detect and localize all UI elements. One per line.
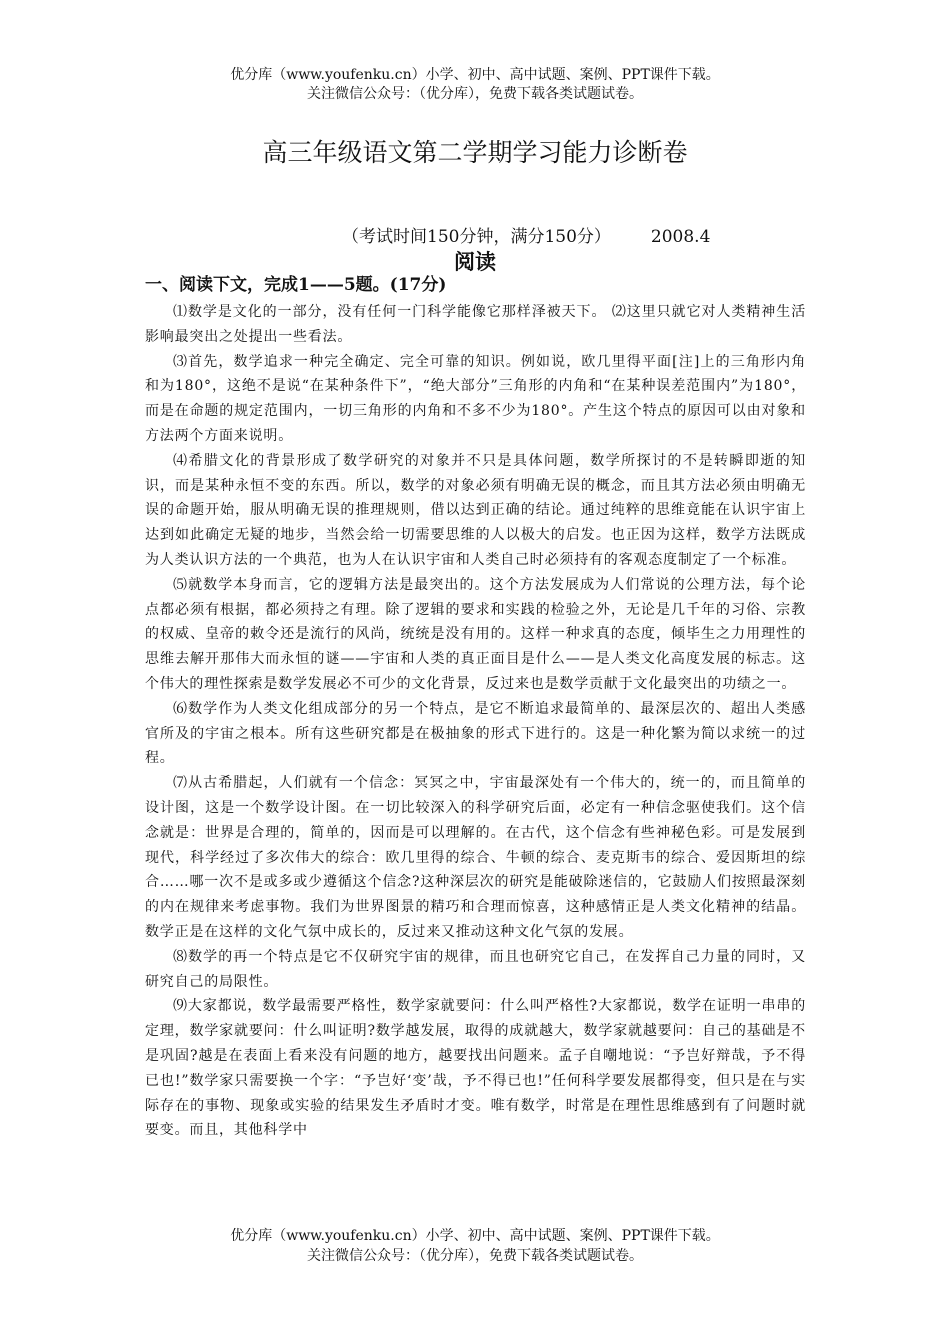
paragraph-5: ⑸就数学本身而言，它的逻辑方法是最突出的。这个方法发展成为人们常说的公理方法，每个论点都必须有根据，都必须持之有理。除了逻辑的要求和实践的检验之外，无论是几千年的习俗、宗教的权威、皇帝的敕令还是流行的风尚，统统是没有用的。这样一种求真的态度，倾毕生之力用理性的思维去解开那伟大而永恒的谜——宇宙和人类的真正面目是什么——是人类文化高度发展的标志。这个伟大的理性探索是数学发展必不可少的文化背景，反过来也是数学贡献于文化最突出的功绩之一。 [145,576,806,692]
exam-info [342,226,710,248]
footer-line-2: 关注微信公众号：（优分库），免费下载各类试题试卷。 [307,1248,643,1264]
header-line-2: 关注微信公众号：（优分库），免费下载各类试题试卷。 [307,86,643,102]
paragraph-8: ⑻数学的再一个特点是它不仅研究宇宙的规律，而且也研究它自己，在发挥自己力量的同时，又研究自己的局限性。 [145,948,806,990]
paragraph-4: ⑷希腊文化的背景形成了数学研究的对象并不只是具体问题，数学所探讨的不是转瞬即逝的知识，而是某种永恒不变的东西。所以，数学的对象必须有明确无误的概念，而且其方法必须由明确无误的命题开始，服从明确无误的推理规则，借以达到正确的结论。通过纯粹的思维竟能在认识宇宙上达到如此确定无疑的地步，当然会给一切需要思维的人以极大的启发。也正因为这样，数学方法既成为人类认识方法的一个典范，也为人在认识宇宙和人类自己时必须持有的客观态度制定了一个标准。 [145,452,806,568]
header-line-1: 优分库（www.youfenku.cn）小学、初中、高中试题、案例、PPT课件下载。 [230,67,720,83]
footer-line-1: 优分库（www.youfenku.cn）小学、初中、高中试题、案例、PPT课件下载。 [230,1228,720,1244]
paragraph-9: ⑼大家都说，数学最需要严格性，数学家就要问：什么叫严格性?大家都说，数学在证明一串串的定理，数学家就要问：什么叫证明?数学越发展，取得的成就越大，数学家就越要问：自己的基础是不是巩固?越是在表面上看来没有问题的地方，越要找出问题来。孟子自嘲地说：“予岂好辩哉，予不得已也!”数学家只需要换一个字：“予岂好‘变’哉，予不得已也!”任何科学要发展都得变，但只是在与实际存在的事物、现象或实验的结果发生矛盾时才变。唯有数学，时常是在理性思维感到有了问题时就要变。而且，其他科学中 [145,998,806,1139]
paragraph-6: ⑹数学作为人类文化组成部分的另一个特点，是它不断追求最简单的、最深层次的、超出人类感官所及的宇宙之根本。所有这些研究都是在极抽象的形式下进行的。这是一种化繁为简以求统一的过程。 [145,700,806,767]
page-title: 高三年级语文第二学期学习能力诊断卷 [262,138,688,167]
exam-date: 2008.4 [650,227,711,247]
question-heading: 一、阅读下文，完成1——5题。(17分) [145,275,447,295]
paragraph-1: ⑴数学是文化的一部分，没有任何一门科学能像它那样泽被天下。 ⑵这里只就它对人类精神生活影响最突出之处提出一些看法。 [145,304,806,345]
paragraph-3: ⑶首先，数学追求一种完全确定、完全可靠的知识。例如说，欧几里得平面[注]上的三角形内角和为180°，这绝不是说“在某种条件下”，“绝大部分”三角形的内角和“在某种误差范围内”为180°，而是在命题的规定范围内，一切三角形的内角和不多不少为180°。产生这个特点的原因可以由对象和方法两个方面来说明。 [145,353,806,444]
exam-time-note: （考试时间150分钟，满分150分） [342,227,611,247]
reading-passage [145,300,806,1220]
section-heading: 阅读 [454,249,496,274]
paragraph-7: ⑺从古希腊起，人们就有一个信念：冥冥之中，宇宙最深处有一个伟大的，统一的，而且简单的设计图，这是一个数学设计图。在一切比较深入的科学研究后面，必定有一种信念驱使我们。这个信念就是：世界是合理的，简单的，因而是可以理解的。在古代，这个信念有些神秘色彩。可是发展到现代，科学经过了多次伟大的综合：欧几里得的综合、牛顿的综合、麦克斯韦的综合、爱因斯坦的综合……哪一次不是或多或少遵循这个信念?这种深层次的研究是能破除迷信的，它鼓励人们按照最深刻的内在规律来考虑事物。我们为世界图景的精巧和合理而惊喜，这种感情正是人类文化精神的结晶。数学正是在这样的文化气氛中成长的，反过来又推动这种文化气氛的发展。 [145,775,806,940]
